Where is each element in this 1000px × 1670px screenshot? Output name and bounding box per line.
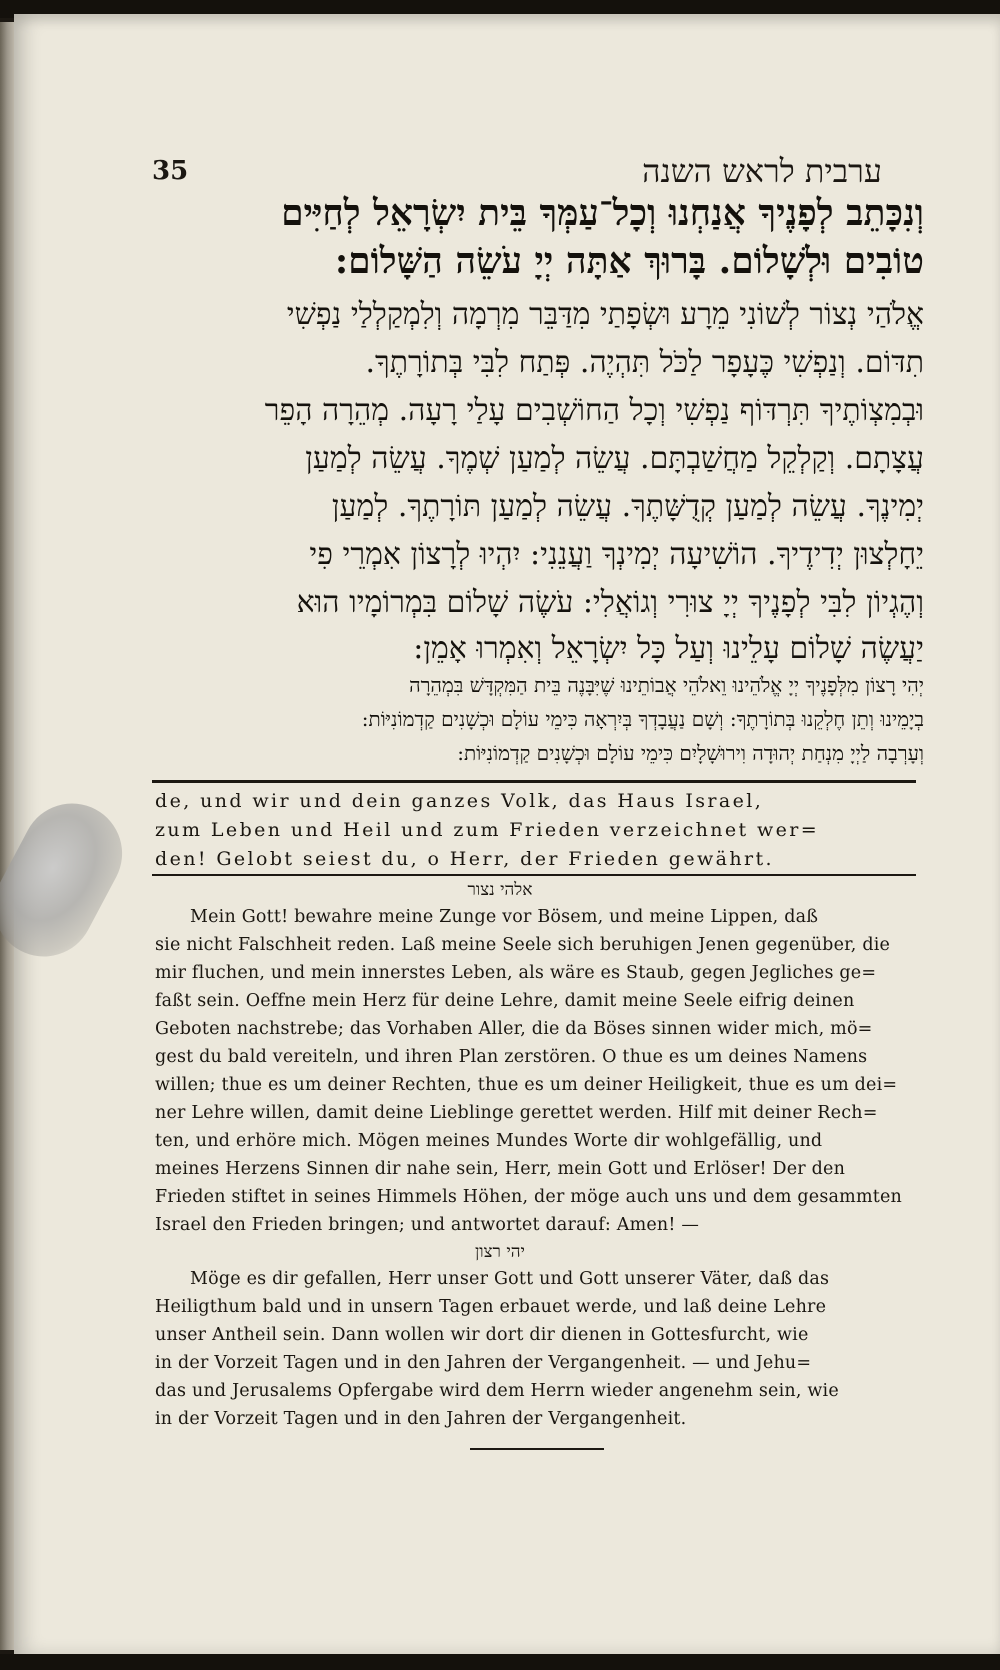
- running-head: ערבית לראש השנה: [642, 152, 882, 190]
- hebrew-line: טוֹבִים וּלְשָׁלוֹם. בָּרוּךְ אַתָּה יְיָ עֹשֵׂה הַשָּׁלוֹם:: [334, 240, 924, 282]
- german-line: ner Lehre willen, damit deine Lieblinge gerettet werden. Hilf mit deiner Rech=: [155, 1103, 878, 1123]
- bottom-shadow: [0, 1654, 1000, 1670]
- german-line: Frieden stiftet in seines Himmels Höhen, der möge auch uns und dem gesammten: [155, 1187, 903, 1207]
- german-line: Israel den Frieden bringen; und antwortet darauf: Amen! —: [155, 1215, 700, 1235]
- german-line: sie nicht Falschheit reden. Laß meine Seele sich beruhigen Jenen gegenüber, die: [155, 935, 891, 955]
- end-rule: [470, 1448, 604, 1450]
- hebrew-small-line: בְיָמֵינוּ וְתֵן חֶלְקֵנוּ בְּתוֹרָתֶךָ: וְשָׁם נַעֲבָדְךָ בְּיִרְאָה כִּימֵי עוֹלָם וּכְשָׁנִים קַדְמוֹנִיּוֹת:: [361, 707, 924, 731]
- hebrew-line: עֲצָתָם. וְקַלְקֵל מַחֲשַׁבְתָּם. עֲשֵׂה לְמַעַן שְׁמֶךָ. עֲשֵׂה לְמַעַן: [305, 441, 924, 476]
- german-line: zum Leben und Heil und zum Frieden verzeichnet wer=: [155, 819, 820, 841]
- german-line: willen; thue es um deiner Rechten, thue es um deiner Heiligkeit, thue es um dei=: [155, 1075, 898, 1095]
- german-line: Möge es dir gefallen, Herr unser Gott und Gott unserer Väter, daß das: [190, 1269, 830, 1289]
- hebrew-small-line: וְעָרְבָה לַיְיָ מִנְחַת יְהוּדָה וִירוּשָׁלָיִם כִּימֵי עוֹלָם וּכְשָׁנִים קַדְמוֹנִיּוֹת:: [457, 741, 924, 765]
- german-line: Heiligthum bald und in unsern Tagen erbauet werde, und laß deine Lehre: [155, 1297, 827, 1317]
- section-divider: [152, 780, 916, 783]
- german-line: meines Herzens Sinnen dir nahe sein, Herr, mein Gott und Erlöser! Der den: [155, 1159, 846, 1179]
- hebrew-line: אֱלֹהַי נְצוֹר לְשׁוֹנִי מֵרָע וּשְׂפָתַי מִדַּבֵּר מִרְמָה וְלִמְקַלְלַי נַפְשִׁי: [286, 297, 924, 332]
- hebrew-line: יְמִינֶךָ. עֲשֵׂה לְמַעַן קְדֻשָּׁתֶךָ. עֲשֵׂה לְמַעַן תּוֹרָתֶךָ. לְמַעַן: [331, 489, 924, 524]
- hebrew-line: וְנִכָּתֵב לְפָנֶיךָ אֲנַחְנוּ וְכָל־עַמְּךָ בֵּית יִשְׂרָאֵל לְחַיִּים: [281, 192, 924, 234]
- section-heading: יהי רצון: [474, 1242, 526, 1262]
- hebrew-line: יַעֲשֶׂה שָׁלוֹם עָלֵינוּ וְעַל כָּל יִשְׂרָאֵל וְאִמְרוּ אָמֵן:: [413, 631, 924, 666]
- hebrew-small-line: יְהִי רָצוֹן מִלְּפָנֶיךָ יְיָ אֱלֹהֵינוּ וֵאלֹהֵי אֲבוֹתֵינוּ שֶׁיִּבָּנֶה בֵּית הַמִּקְדָּשׁ בִּמְהֵרָה: [409, 673, 924, 697]
- german-line: unser Antheil sein. Dann wollen wir dort dir dienen in Gottesfurcht, wie: [155, 1325, 809, 1345]
- german-line: in der Vorzeit Tagen und in den Jahren der Vergangenheit.: [155, 1409, 687, 1429]
- hebrew-line: תִדּוֹם. וְנַפְשִׁי כֶּעָפָר לַכֹּל תִּהְיֶה. פְּתַח לִבִּי בְּתוֹרָתֶךָ.: [365, 345, 924, 380]
- page-number: 35: [152, 156, 189, 186]
- german-line: Mein Gott! bewahre meine Zunge vor Bösem, und meine Lippen, daß: [190, 907, 819, 927]
- intro-rule: [152, 874, 916, 876]
- section-heading: אלהי נצור: [467, 880, 533, 900]
- german-line: Geboten nachstrebe; das Vorhaben Aller, die da Böses sinnen wider mich, mö=: [155, 1019, 873, 1039]
- german-line: ten, und erhöre mich. Mögen meines Mundes Worte dir wohlgefällig, und: [155, 1131, 823, 1151]
- hebrew-line: יֵחָלְצוּן יְדִידֶיךָ. הוֹשִׁיעָה יְמִינְךָ וַעֲנֵנִי: יִהְיוּ לְרָצוֹן אִמְרֵי פִי: [309, 537, 924, 572]
- german-line: in der Vorzeit Tagen und in den Jahren der Vergangenheit. — und Jehu=: [155, 1353, 812, 1373]
- german-line: faßt sein. Oeffne mein Herz für deine Lehre, damit meine Seele eifrig deinen: [155, 991, 855, 1011]
- german-line: das und Jerusalems Opfergabe wird dem Herrn wieder angenehm sein, wie: [155, 1381, 839, 1401]
- hebrew-line: וּבְמִצְוֹתֶיךָ תִּרְדּוֹף נַפְשִׁי וְכָל הַחוֹשְׁבִים עָלַי רָעָה. מְהֵרָה הָפֵר: [264, 393, 924, 428]
- german-line: de, und wir und dein ganzes Volk, das Haus Israel,: [155, 790, 764, 812]
- german-line: mir fluchen, und mein innerstes Leben, als wäre es Staub, gegen Jegliches ge=: [155, 963, 877, 983]
- hebrew-line: וְהֶגְיוֹן לִבִּי לְפָנֶיךָ יְיָ צוּרִי וְגוֹאֲלִי: עֹשֶׂה שָׁלוֹם בִּמְרוֹמָיו הוּא: [296, 585, 924, 620]
- german-line: den! Gelobt seiest du, o Herr, der Frieden gewährt.: [155, 848, 774, 870]
- german-line: gest du bald vereiteln, und ihren Plan zerstören. O thue es um deines Namens: [155, 1047, 868, 1067]
